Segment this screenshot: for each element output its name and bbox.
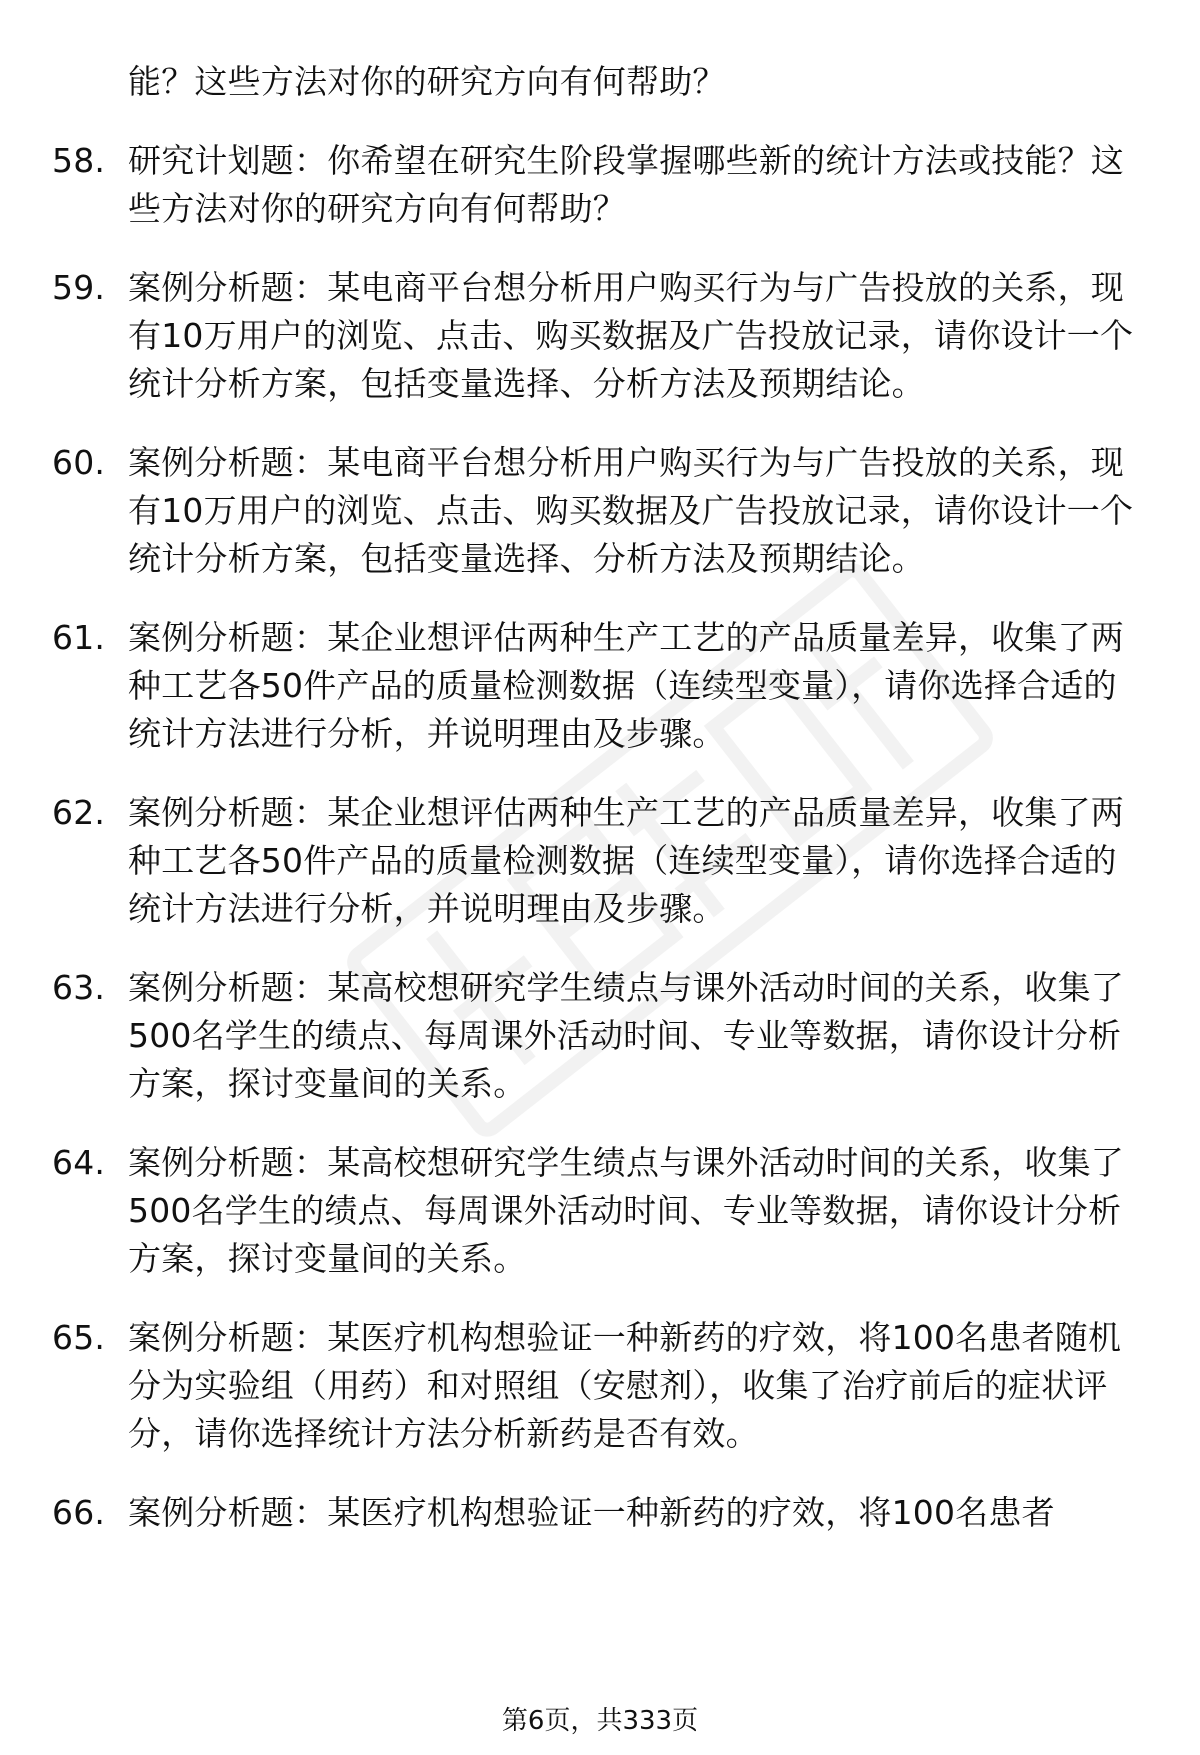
item-text: 案例分析题：某高校想研究学生绩点与课外活动时间的关系，收集了500名学生的绩点、每周课外活动时间、专业等数据，请你设计分析方案，探讨变量间的关系。 [128,1143,1124,1278]
item-text: 案例分析题：某高校想研究学生绩点与课外活动时间的关系，收集了500名学生的绩点、每周课外活动时间、专业等数据，请你设计分析方案，探讨变量间的关系。 [128,968,1124,1103]
list-item [52,614,1152,758]
item-number: 66. [52,1493,106,1532]
list-item [52,1139,1152,1283]
item-text: 案例分析题：某医疗机构想验证一种新药的疗效，将100名患者随机分为实验组（用药）和对照组（安慰剂），收集了治疗前后的症状评分，请你选择统计方法分析新药是否有效。 [128,1318,1122,1453]
item-text: 案例分析题：某电商平台想分析用户购买行为与广告投放的关系，现有10万用户的浏览、点击、购买数据及广告投放记录，请你设计一个统计分析方案，包括变量选择、分析方法及预期结论。 [128,443,1134,578]
list-item [52,964,1152,1108]
item-number: 64. [52,1143,106,1182]
question-list [52,58,1152,1568]
list-item [52,439,1152,583]
list-item [52,137,1152,233]
item-number: 60. [52,443,106,482]
list-item [52,1314,1152,1458]
item-number: 63. [52,968,106,1007]
item-number: 65. [52,1318,106,1357]
list-item [52,789,1152,933]
item-text: 案例分析题：某企业想评估两种生产工艺的产品质量差异，收集了两种工艺各50件产品的质量检测数据（连续型变量），请你选择合适的统计方法进行分析，并说明理由及步骤。 [128,618,1124,753]
item-number: 59. [52,268,106,307]
item-text: 案例分析题：某医疗机构想验证一种新药的疗效，将100名患者 [128,1493,1055,1532]
list-item [52,264,1152,408]
item-number: 58. [52,141,106,180]
page-footer: 第6页，共333页 [501,1706,699,1736]
continued-text: 能？这些方法对你的研究方向有何帮助？ [128,62,726,101]
item-number: 61. [52,618,106,657]
item-text: 研究计划题：你希望在研究生阶段掌握哪些新的统计方法或技能？这些方法对你的研究方向有何帮助？ [128,141,1124,228]
item-text: 案例分析题：某企业想评估两种生产工艺的产品质量差异，收集了两种工艺各50件产品的质量检测数据（连续型变量），请你选择合适的统计方法进行分析，并说明理由及步骤。 [128,793,1124,928]
item-number: 62. [52,793,106,832]
item-text: 案例分析题：某电商平台想分析用户购买行为与广告投放的关系，现有10万用户的浏览、点击、购买数据及广告投放记录，请你设计一个统计分析方案，包括变量选择、分析方法及预期结论。 [128,268,1134,403]
list-item [52,1489,1152,1537]
